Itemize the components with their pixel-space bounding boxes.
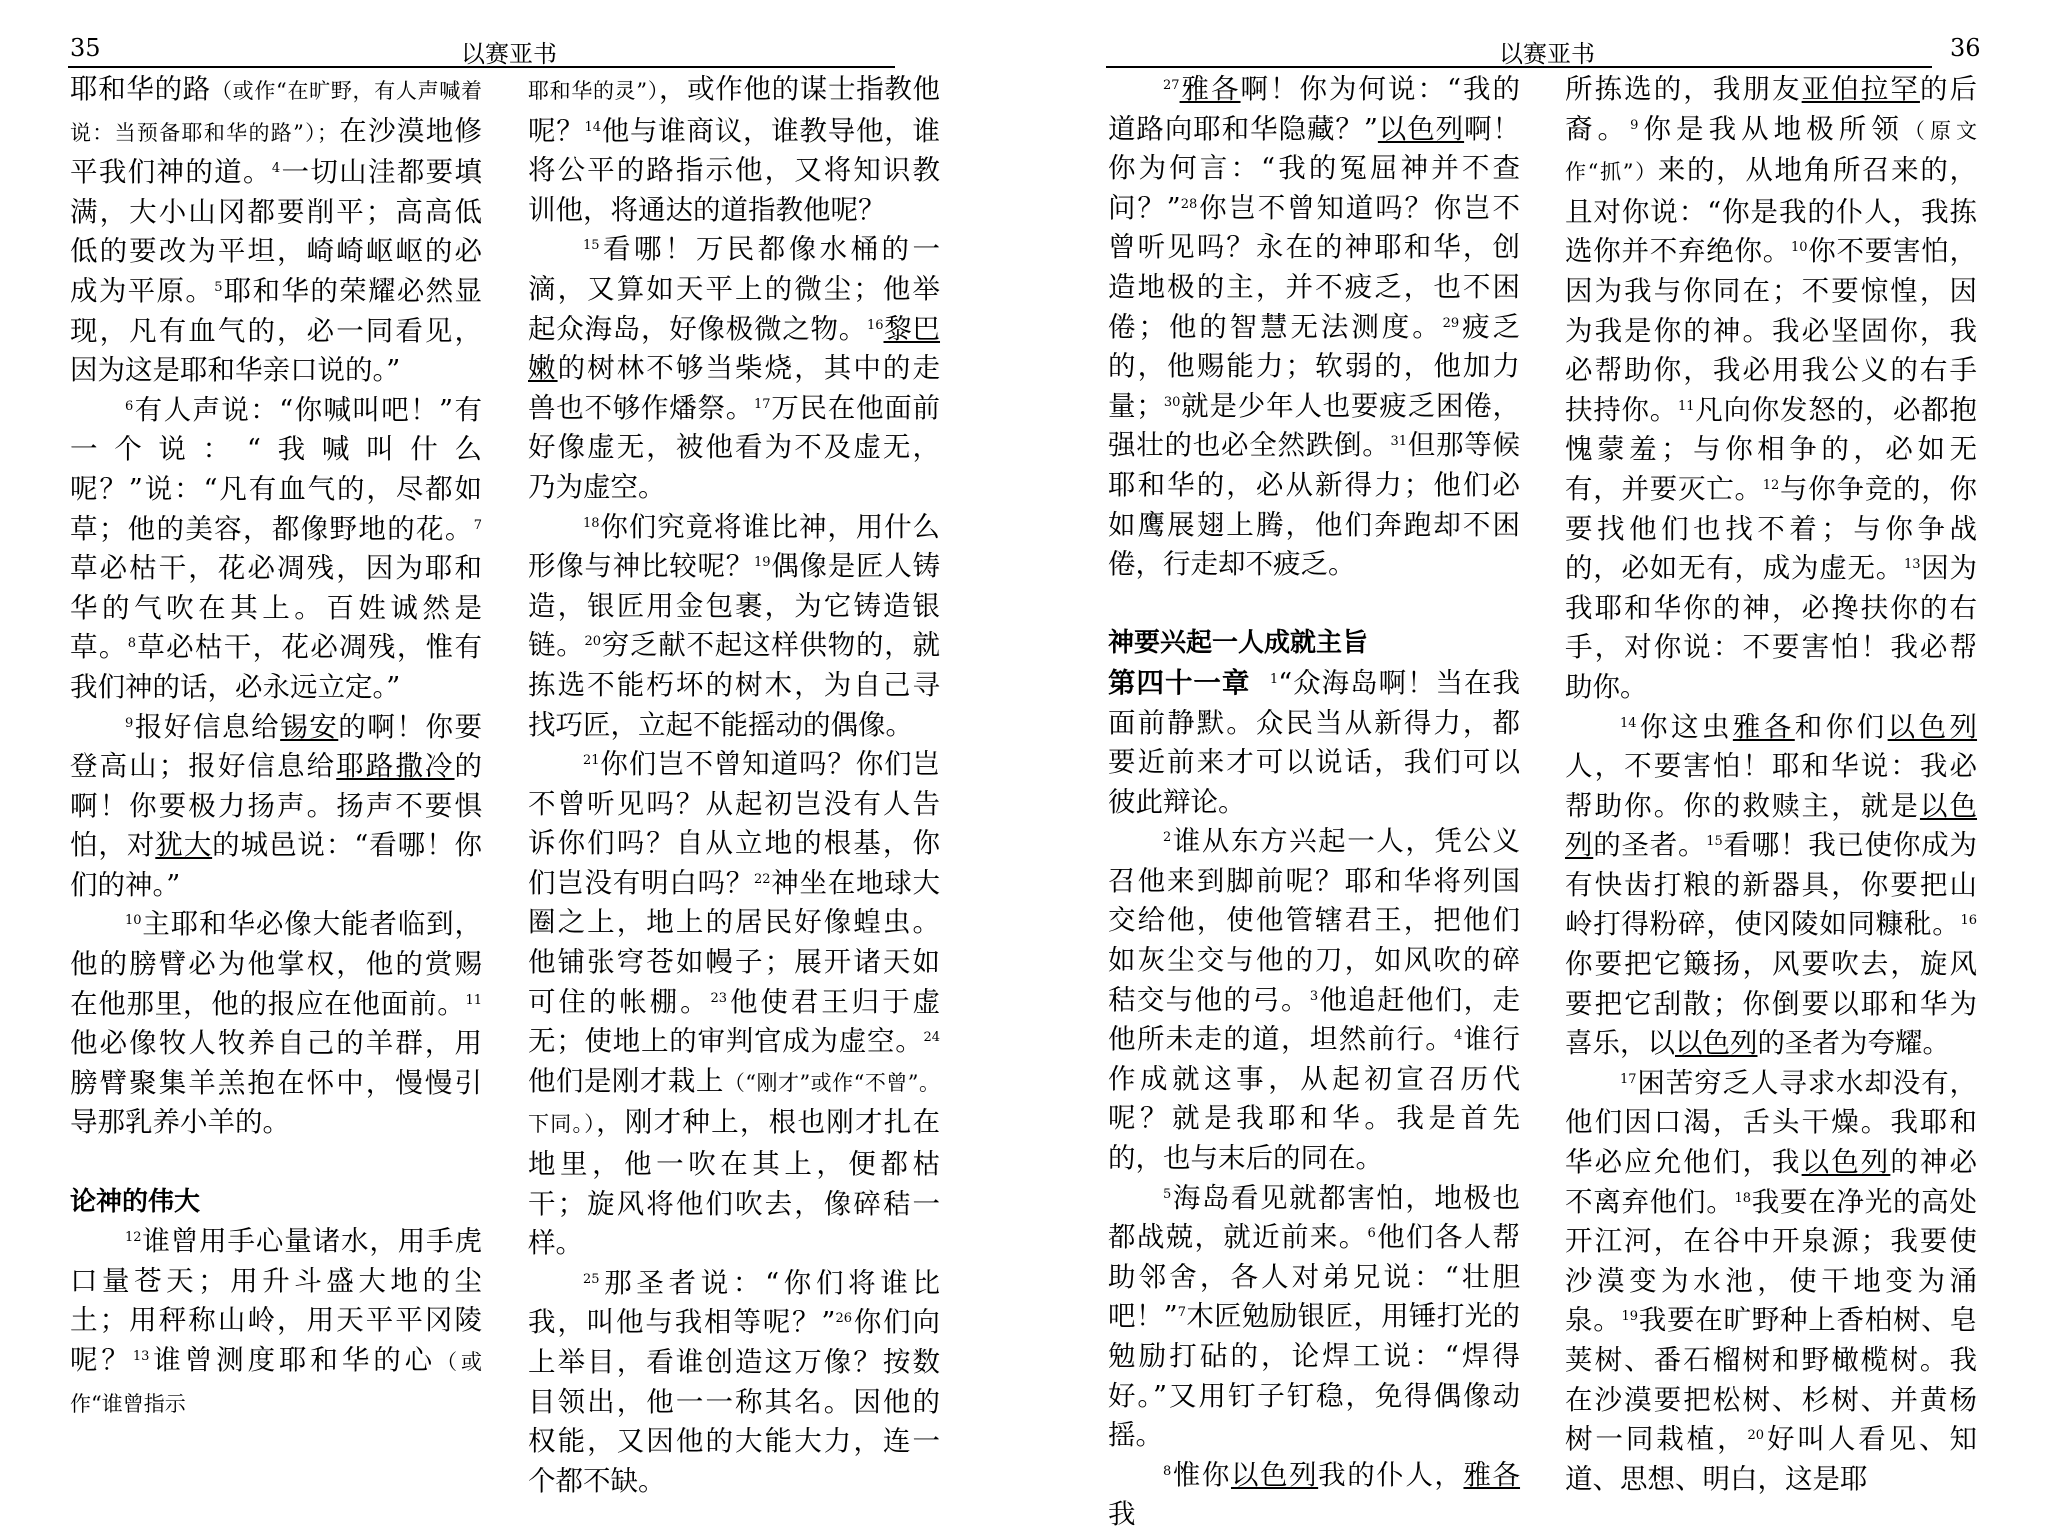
verse-number: 25 — [583, 1271, 600, 1287]
paragraph — [528, 508, 940, 746]
verse-text: 就是少年人也要疲乏困倦，强壮的也必全然跌倒。 — [1108, 389, 1521, 462]
verse-number: 18 — [583, 515, 600, 531]
verse-text: 啊！你为何言：“我的冤屈神并不查问？” — [1108, 112, 1521, 224]
column-1 — [70, 70, 482, 1424]
translation-note: （或作“谁曾指示 — [70, 1350, 483, 1416]
paragraph — [70, 905, 482, 1143]
proper-name: 以色列 — [1377, 112, 1465, 145]
verse-text: 和你们 — [1794, 710, 1888, 743]
verse-number: 21 — [583, 753, 600, 769]
verse-text: 的神必不离弃他们。 — [1565, 1146, 1978, 1218]
verse-text: 草必枯干，花必凋残，惟有我们神的话，必永远立定。” — [70, 631, 483, 703]
paragraph — [528, 745, 940, 1264]
verse-number: 16 — [866, 317, 884, 333]
verse-number: 11 — [1678, 398, 1695, 414]
verse-text: 那圣者说：“你们将谁比我，叫他与我相等呢？” — [528, 1266, 940, 1339]
translation-note: （原文作“抓”） — [1565, 118, 1978, 185]
verse-number: 7 — [473, 517, 482, 533]
verse-number: 12 — [1762, 477, 1780, 493]
column-3 — [1108, 70, 1520, 1535]
verse-text: 但那等候耶和华的，必从新得力；他们必如鹰展翅上腾，他们奔跑却不困倦，行走却不疲乏。 — [1108, 429, 1521, 581]
proper-name: 以色列 — [1801, 1146, 1891, 1179]
verse-number: 15 — [583, 238, 600, 254]
verse-text: 你岂不曾知道吗？你岂不曾听见吗？永在的神耶和华，创造地极的主，并不疲乏，也不困倦；他的智慧无法测度。 — [1108, 191, 1520, 343]
verse-number: 31 — [1390, 434, 1408, 450]
verse-text: 惟你 — [1171, 1458, 1231, 1491]
verse-text: 看哪！我已使你成为有快齿打粮的新器具，你要把山岭打得粉碎，使冈陵如同糠秕。 — [1565, 829, 1978, 941]
paragraph — [528, 70, 940, 230]
verse-number: 14 — [584, 119, 602, 135]
verse-number: 17 — [1620, 1071, 1637, 1087]
verse-number: 11 — [465, 992, 482, 1008]
paragraph — [70, 391, 482, 708]
chapter-label: 第四十一章 — [1108, 666, 1251, 699]
verse-number: 29 — [1442, 315, 1460, 331]
paragraph — [70, 1222, 482, 1424]
verse-number: 10 — [125, 913, 142, 929]
verse-text: 万民在他面前好像虚无，被他看为不及虚无，乃为虚空。 — [528, 391, 941, 503]
verse-number: 14 — [1620, 715, 1637, 731]
verse-text: 所拣选的，我朋友 — [1565, 73, 1802, 105]
verse-text: 海岛看见就都害怕，地极也都战兢，就近前来。 — [1108, 1181, 1520, 1254]
verse-number: 17 — [753, 396, 771, 412]
verse-number: 8 — [1163, 1463, 1172, 1479]
proper-name: 以色列 — [1675, 1027, 1758, 1060]
verse-text: ，刚才种上，根也刚才扎在地里，他一吹在其上，便都枯干；旋风将他们吹去，像碎秸一样。 — [528, 1106, 941, 1260]
paragraph — [1565, 1064, 1977, 1500]
verse-text: 你不要害怕，因为我与你同在；不要惊惶，因为我是你的神。我必坚固你，我必帮助你，我必用我公义的右手扶持你。 — [1565, 235, 1978, 426]
chapter-paragraph — [1108, 664, 1520, 822]
verse-number: 1 — [1269, 671, 1279, 687]
verse-text: 耶和华的路 — [70, 73, 211, 105]
verse-text: 谁曾用手心量诸水，用手虎口量苍天；用升斗盛大地的尘土；用秤称山岭，用天平平冈陵呢？ — [70, 1225, 482, 1376]
verse-number: 6 — [125, 398, 134, 414]
verse-text: 报好信息给 — [133, 710, 281, 743]
proper-name: 以色列 — [1230, 1458, 1319, 1491]
proper-name: 雅各 — [1179, 73, 1241, 105]
verse-text: 疲乏的，他赐能力；软弱的，他加力量； — [1108, 310, 1521, 422]
verse-text: 你是我从地极所领 — [1638, 112, 1904, 145]
verse-text: 的啊！你要极力扬声。扬声不要惧怕，对 — [70, 750, 483, 862]
verse-text: 啊！你为何说：“我的道路向耶和华隐藏？” — [1108, 73, 1521, 145]
verse-text: 人，不要害怕！耶和华说：我必帮助你。你的救赎主，就是 — [1565, 750, 1977, 822]
verse-text: 谁曾测度耶和华的心 — [149, 1344, 437, 1376]
verse-number: 20 — [584, 634, 602, 650]
verse-text: 谁行作成就这事，从起初宣召历代呢？就是我耶和华。我是首先的，也与末后的同在。 — [1108, 1023, 1521, 1175]
verse-number: 5 — [1163, 1186, 1172, 1202]
verse-number: 19 — [1621, 1309, 1639, 1325]
verse-text: 他必像牧人牧养自己的羊群，用膀臂聚集羊羔抱在怀中，慢慢引导那乳养小羊的。 — [70, 1027, 482, 1139]
verse-text: 的圣者。 — [1593, 829, 1707, 862]
verse-text: 你们究竟将谁比神，用什么形像与神比较呢？ — [528, 510, 940, 583]
header-rule-left — [68, 66, 895, 68]
proper-name: 雅各 — [1463, 1458, 1521, 1491]
verse-number: 24 — [923, 1030, 940, 1046]
verse-text: 我 — [1108, 1498, 1136, 1531]
paragraph — [528, 230, 940, 507]
verse-number: 19 — [753, 555, 771, 571]
verse-text: 谁从东方兴起一人，凭公义召他来到脚前呢？耶和华将列国交给他，使他管辖君王，把他们如灰尘交与他的刀，如风吹的碎秸交与他的弓。 — [1108, 825, 1520, 1016]
verse-text: 穷乏献不起这样供物的，就拣选不能朽坏的树木，为自己寻找巧匠，立起不能摇动的偶像。 — [528, 629, 941, 741]
verse-number: 12 — [125, 1230, 142, 1246]
paragraph — [70, 70, 482, 391]
column-4 — [1565, 70, 1977, 1499]
proper-name: 黎巴嫩 — [528, 312, 941, 385]
verse-text: 困苦穷乏人寻求水却没有，他们因口渴，舌头干燥。我耶和华必应允他们，我 — [1565, 1066, 1977, 1179]
verse-text: 他使君王归于虚无；使地上的审判官成为虚空。 — [528, 985, 941, 1058]
proper-name: 犹大 — [155, 829, 213, 862]
verse-text: 我要在净光的高处开江河，在谷中开泉源；我要使沙漠变为水池，使干地变为涌泉。 — [1565, 1185, 1978, 1337]
verse-text: 的城邑说：“看哪！你们的神。” — [70, 829, 483, 901]
section-heading: 论神的伟大 — [70, 1186, 201, 1217]
proper-name: 以色列 — [1887, 710, 1978, 743]
verse-number: 10 — [1790, 240, 1808, 256]
verse-text: 与你争竞的，你要找他们也找不着；与你争战的，必如无有，成为虚无。 — [1565, 472, 1978, 585]
verse-number: 30 — [1163, 394, 1181, 410]
page-number-right: 36 — [1950, 34, 1981, 62]
paragraph — [1565, 70, 1977, 708]
verse-number: 3 — [1309, 988, 1319, 1004]
verse-text: 看哪！万民都像水桶的一滴，又算如天平上的微尘；他举起众海岛，好像极微之物。 — [528, 233, 940, 345]
verse-text: 的树林不够当柴烧，其中的走兽也不够作燔祭。 — [528, 352, 940, 424]
paragraph — [70, 708, 482, 906]
header-rule-right — [1106, 66, 1932, 68]
paragraph — [528, 1264, 940, 1502]
verse-text: 他追赶他们，走他所未走的道，坦然前行。 — [1108, 983, 1520, 1056]
verse-text: 我要在旷野种上香柏树、皂荚树、番石榴树和野橄榄树。我在沙漠要把松树、杉树、并黄杨树一同栽植， — [1565, 1304, 1978, 1456]
verse-number: 13 — [132, 1349, 150, 1364]
verse-text: 耶和华的荣耀必然显现，凡有血气的，必一同看见，因为这是耶和华亲口说的。” — [70, 274, 483, 387]
verse-number: 22 — [753, 871, 771, 887]
verse-text: 一切山洼都要填满，大小山冈都要削平；高高低低的要改为平坦，崎崎岖岖的必成为平原。 — [70, 156, 482, 307]
proper-name: 锡安 — [280, 710, 339, 743]
paragraph — [1565, 708, 1977, 1064]
proper-name: 亚伯拉罕 — [1801, 73, 1920, 105]
running-title-left: 以赛亚书 — [461, 40, 557, 68]
verse-text: 主耶和华必像大能者临到，他的膀臂必为他掌权，他的赏赐在他那里，他的报应在他面前。 — [70, 908, 482, 1020]
verse-text: 他与谁商议，谁教导他，谁将公平的路指示他，又将知识教训他，将通达的道指教他呢？ — [528, 114, 941, 226]
verse-text: 他们各人帮助邻舍，各人对弟兄说：“壮胆吧！” — [1108, 1221, 1521, 1333]
verse-number: 26 — [835, 1311, 852, 1327]
verse-text: 因为我耶和华你的神，必搀扶你的右手，对你说：不要害怕！我必帮助你。 — [1565, 552, 1978, 703]
verse-text: 的啊！你要登高山；报好信息给 — [70, 710, 483, 783]
proper-name: 雅各 — [1732, 710, 1795, 743]
verse-number: 4 — [271, 161, 281, 177]
verse-text: 你们向上举目，看谁创造这万像？按数目领出，他一一称其名。因他的权能，又因他的大能大力，连一个都不缺。 — [528, 1306, 940, 1497]
verse-text: 我的仆人， — [1318, 1458, 1464, 1491]
verse-number: 6 — [1367, 1226, 1376, 1242]
paragraph — [1108, 1456, 1520, 1535]
verse-number: 8 — [127, 636, 136, 652]
verse-number: 16 — [1960, 913, 1977, 929]
column-2 — [528, 70, 940, 1501]
verse-text: 好叫人看见、知道、思想、明白，这是耶 — [1565, 1423, 1978, 1495]
verse-text: 木匠勉励银匠，用锤打光的勉励打砧的，论焊工说：“焊得好。”又用钉子钉稳，免得偶像动摇。 — [1108, 1300, 1521, 1452]
verse-text: 草必枯干，花必凋残，因为耶和华的气吹在其上。百姓诚然是草。 — [70, 552, 482, 664]
translation-note: （“刚才”或作“不曾”。下同。） — [528, 1070, 940, 1137]
verse-text: 有人声说：“你喊叫吧！”有一个说：“我喊叫什么呢？”说：“凡有血气的，尽都如草；他的美容，都像野地的花。 — [70, 393, 482, 545]
verse-number: 27 — [1163, 78, 1180, 93]
translation-note: （或作“在旷野，有人声喊着说：当预备耶和华的路”）； — [70, 79, 482, 145]
verse-text: 在沙漠地修平我们神的道。 — [70, 114, 482, 189]
verse-number: 20 — [1747, 1428, 1765, 1444]
verse-number: 9 — [125, 715, 134, 731]
verse-text: ，或作他的谋士指教他呢？ — [528, 73, 940, 147]
proper-name: 耶路撒冷 — [336, 750, 455, 783]
translation-note: 耶和华的灵”） — [528, 79, 659, 103]
verse-number: 13 — [1903, 557, 1921, 573]
verse-text: 的圣者为夸耀。 — [1757, 1027, 1950, 1060]
verse-number: 28 — [1180, 196, 1198, 212]
verse-number: 5 — [214, 279, 223, 295]
verse-number: 18 — [1734, 1190, 1752, 1206]
paragraph — [1108, 1179, 1520, 1456]
running-title-right: 以赛亚书 — [1499, 40, 1595, 68]
verse-text: 凡向你发怒的，必都抱愧蒙羞；与你相争的，必如无有，并要灭亡。 — [1565, 393, 1978, 505]
paragraph — [1108, 822, 1520, 1178]
verse-number: 7 — [1177, 1305, 1187, 1321]
verse-number: 9 — [1630, 117, 1639, 133]
verse-number: 23 — [710, 990, 728, 1006]
verse-text: 神坐在地球大圈之上，地上的居民好像蝗虫。他铺张穹苍如幔子；展开诸天如可住的帐棚。 — [528, 866, 941, 1018]
section-heading: 神要兴起一人成就主旨 — [1108, 628, 1369, 659]
verse-number: 15 — [1706, 834, 1723, 850]
verse-text: 你要把它簸扬，风要吹去，旋风要把它刮散；你倒要以耶和华为喜乐，以 — [1565, 948, 1977, 1060]
verse-text: 来的，从地角所召来的，且对你说：“你是我的仆人，我拣选你并不弃绝你。 — [1565, 154, 1977, 268]
verse-text: 他们是刚才栽上 — [528, 1064, 724, 1097]
verse-text: 你们岂不曾知道吗？你们岂不曾听见吗？从起初岂没有人告诉你们吗？自从立地的根基，你们岂没有明白吗？ — [528, 748, 940, 899]
verse-text: 的后裔。 — [1565, 73, 1978, 145]
page-number-left: 35 — [70, 34, 101, 62]
paragraph — [1108, 70, 1520, 585]
verse-number: 4 — [1454, 1028, 1463, 1044]
verse-text: “众海岛啊！当在我面前静默。众民当从新得力，都要近前来才可以说话，我们可以彼此辩论。 — [1108, 666, 1521, 818]
proper-name: 以色列 — [1565, 789, 1978, 862]
verse-text: 偶像是匠人铸造，银匠用金包裹，为它铸造银链。 — [528, 550, 941, 662]
verse-text: 你这虫 — [1636, 710, 1733, 743]
verse-number: 2 — [1163, 830, 1172, 846]
